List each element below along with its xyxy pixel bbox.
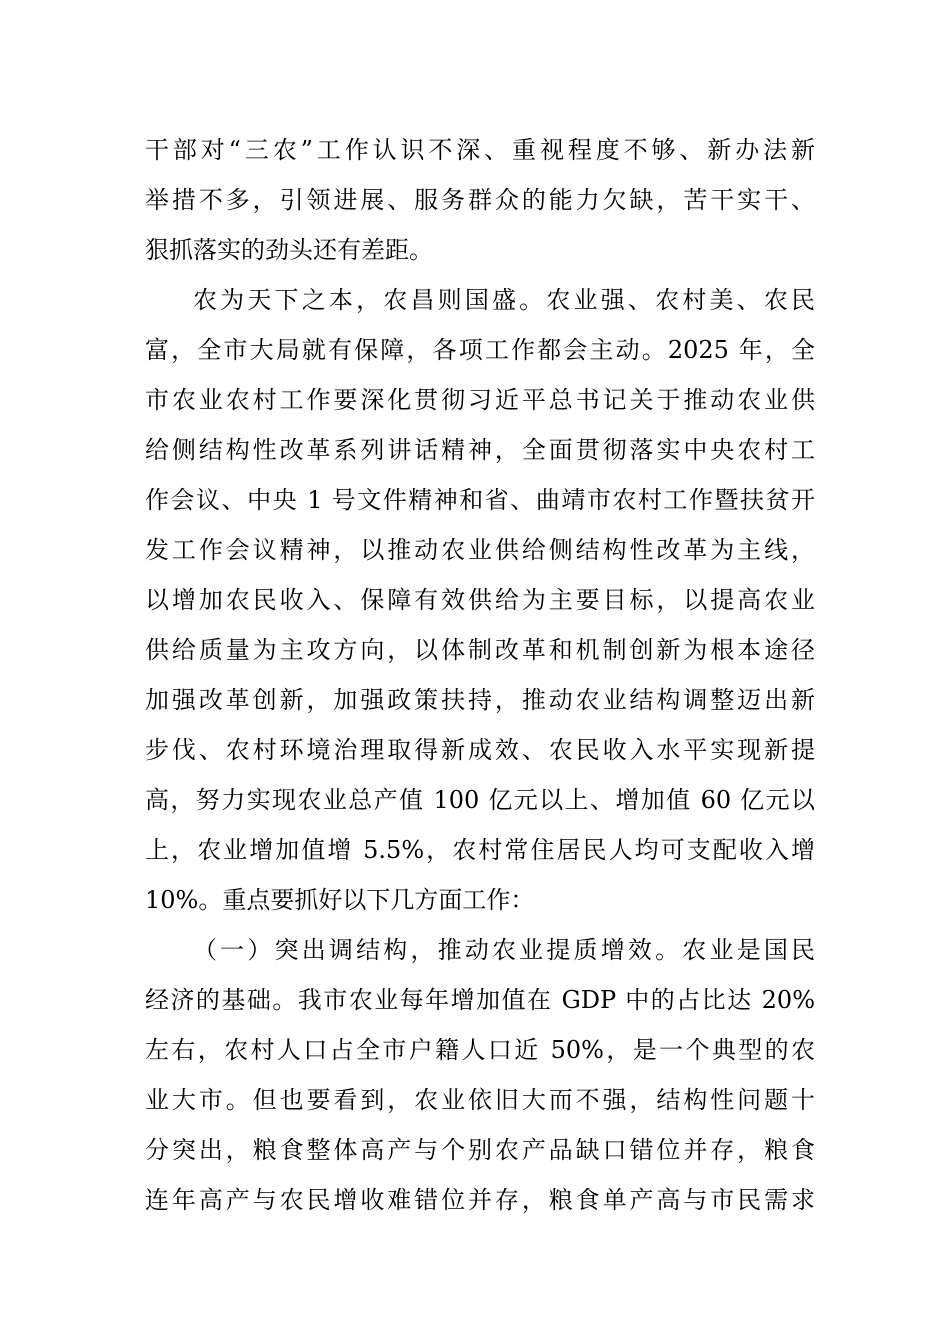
text-line: 富，全市大局就有保障，各项工作都会主动。2025 年，全 [145, 336, 815, 364]
text-line: 左右，农村人口占全市户籍人口近 50%，是一个典型的农 [145, 1036, 815, 1064]
text-line: 连年高产与农民增收难错位并存，粮食单产高与市民需求 [145, 1186, 815, 1214]
paragraph-first-line: 农为天下之本，农昌则国盛。农业强、农村美、农民 [193, 286, 815, 314]
text-line: 供给质量为主攻方向，以体制改革和机制创新为根本途径 [145, 636, 815, 664]
text-line: 作会议、中央 1 号文件精神和省、曲靖市农村工作暨扶贫开 [145, 486, 815, 514]
text-line: 给侧结构性改革系列讲话精神，全面贯彻落实中央农村工 [145, 436, 815, 464]
text-line: 发工作会议精神，以推动农业供给侧结构性改革为主线， [145, 536, 815, 564]
text-line: 举措不多，引领进展、服务群众的能力欠缺，苦干实干、 [145, 186, 815, 214]
text-line: 以增加农民收入、保障有效供给为主要目标，以提高农业 [145, 586, 815, 614]
text-line: 分突出，粮食整体高产与个别农产品缺口错位并存，粮食 [145, 1136, 815, 1164]
text-line: 业大市。但也要看到，农业依旧大而不强，结构性问题十 [145, 1086, 815, 1114]
text-line: 干部对“三农”工作认识不深、重视程度不够、新办法新 [145, 136, 815, 164]
text-line: 加强改革创新，加强政策扶持，推动农业结构调整迈出新 [145, 686, 815, 714]
text-line: 经济的基础。我市农业每年增加值在 GDP 中的占比达 20% [145, 986, 815, 1014]
section-heading-line: （一）突出调结构，推动农业提质增效。农业是国民 [193, 936, 815, 964]
text-line: 高，努力实现农业总产值 100 亿元以上、增加值 60 亿元以 [145, 786, 815, 814]
text-line: 上，农业增加值增 5.5%，农村常住居民人均可支配收入增 [145, 836, 815, 864]
text-line: 狠抓落实的劲头还有差距。 [145, 236, 433, 264]
text-line: 市农业农村工作要深化贯彻习近平总书记关于推动农业供 [145, 386, 815, 414]
text-line: 10%。重点要抓好以下几方面工作： [145, 886, 535, 914]
text-line: 步伐、农村环境治理取得新成效、农民收入水平实现新提 [145, 736, 815, 764]
